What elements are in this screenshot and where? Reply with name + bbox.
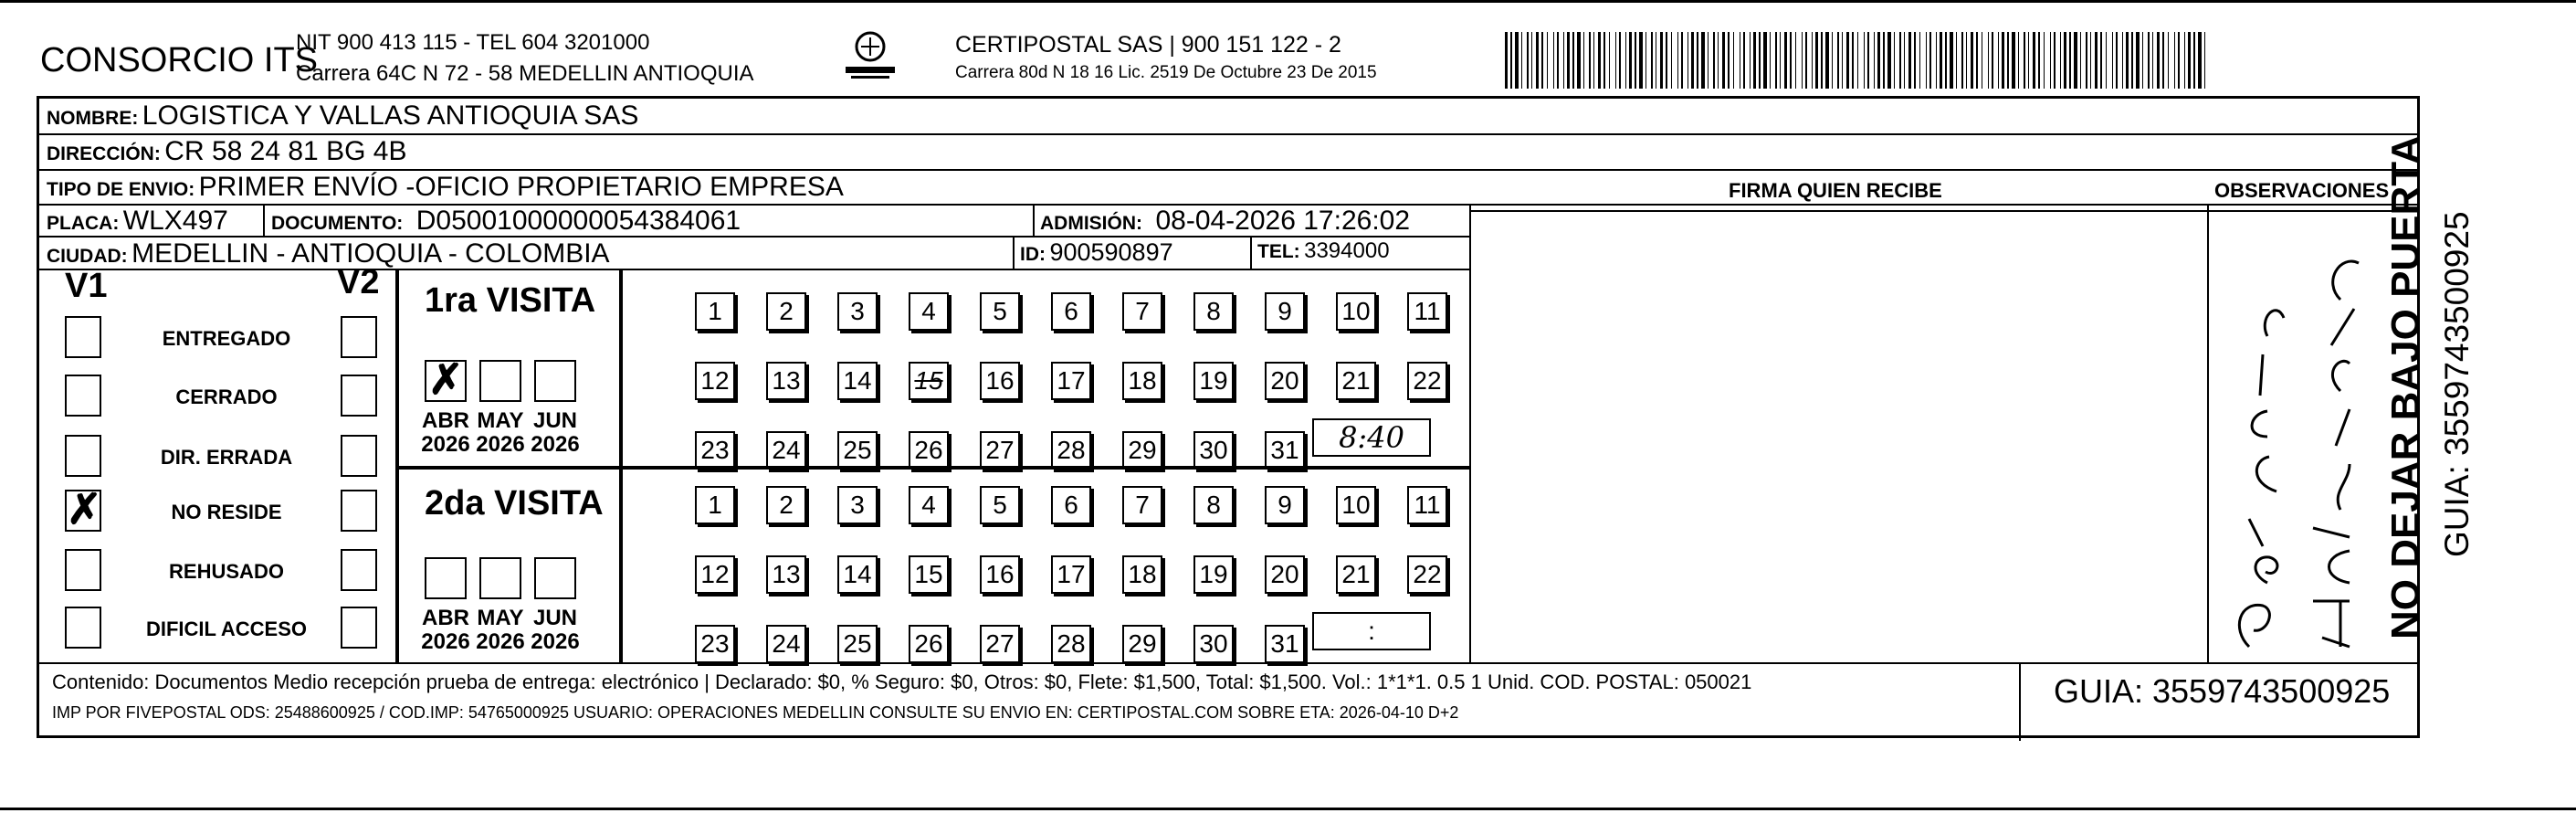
v1-checkbox	[65, 549, 101, 591]
visit2-day: 2	[766, 486, 806, 524]
barcode-bar	[2100, 32, 2102, 89]
barcode-bar	[2012, 32, 2015, 89]
visit2-month-box	[425, 557, 467, 599]
barcode-bar	[1635, 32, 1636, 89]
barcode-bar	[2090, 32, 2091, 89]
barcode-bar	[2038, 32, 2040, 89]
barcode-bar	[1598, 32, 1601, 89]
barcode-bar	[1567, 32, 1570, 89]
company-name: CONSORCIO ITS	[40, 41, 319, 79]
visit2-day: 11	[1407, 486, 1447, 524]
barcode-bar	[1867, 32, 1869, 89]
v1-checkbox	[65, 607, 101, 649]
barcode-bar	[1527, 32, 1529, 89]
visit1-day: 1	[695, 292, 735, 331]
check-mark: ✗	[67, 485, 102, 533]
option-label: CERRADO	[175, 385, 278, 408]
visit2-day: 15	[909, 555, 949, 594]
footer-print-info: IMP POR FIVEPOSTAL ODS: 25488600925 / COD.IMP: 54765000925 USUARIO: OPERACIONES MEDELLIN CONSULTE SU ENVIO EN: CERTIPOSTAL.COM SOBRE ETA: 2026-04-10 D+2	[52, 703, 1459, 722]
barcode-bar	[1926, 32, 1927, 89]
v1-label: V1	[65, 267, 108, 305]
visit2-day: 18	[1122, 555, 1162, 594]
barcode-bar	[1966, 32, 1967, 89]
visit2-day: 26	[909, 625, 949, 663]
barcode-bar	[1753, 32, 1756, 89]
barcode-bar	[1722, 32, 1725, 89]
barcode-bar	[1572, 32, 1574, 89]
barcode-bar	[1603, 32, 1605, 89]
visit1-month-box	[534, 360, 576, 402]
barcode-bar	[1908, 32, 1911, 89]
barcode-bar	[1857, 32, 1858, 89]
visit1-day: 16	[980, 362, 1020, 400]
visit2-day: 21	[1336, 555, 1376, 594]
visit2-day: 12	[695, 555, 735, 594]
visit2-month-label: JUN 2026	[531, 606, 580, 654]
tel-value: 3394000	[1304, 238, 1390, 263]
barcode-bar	[1904, 32, 1905, 89]
visit1-month-box	[425, 355, 467, 403]
barcode-bar	[1805, 32, 1807, 89]
tipo-row	[47, 172, 844, 203]
visit2-day: 9	[1265, 486, 1305, 524]
visit2-day: 22	[1407, 555, 1447, 594]
visit2-day: 3	[837, 486, 878, 524]
visit1-day: 23	[695, 431, 735, 470]
visit2-day: 28	[1051, 625, 1091, 663]
barcode-bar	[2126, 32, 2129, 89]
col-divider	[263, 204, 265, 237]
visit2-day: 14	[837, 555, 878, 594]
barcode-bar	[1671, 32, 1672, 89]
barcode-bar	[1770, 32, 1771, 89]
barcode-bar	[1691, 32, 1694, 89]
delivery-form	[37, 96, 2420, 738]
ciudad-row	[47, 238, 610, 269]
barcode-bar	[1728, 32, 1730, 89]
barcode-bar	[1852, 32, 1854, 89]
visit2-month-box	[534, 557, 576, 599]
barcode-bar	[1619, 32, 1621, 89]
option-label: NO RESIDE	[171, 501, 282, 523]
barcode-bar	[1536, 32, 1539, 89]
visit1-day: 6	[1051, 292, 1091, 331]
visit1-day: 19	[1193, 362, 1234, 400]
nombre-label: NOMBRE:	[47, 108, 139, 129]
visit2-day: 24	[766, 625, 806, 663]
documento-row	[271, 206, 741, 237]
barcode-bar	[1894, 32, 1895, 89]
barcode-bar	[2122, 32, 2123, 89]
barcode-bar	[1589, 32, 1591, 89]
barcode-bar	[1950, 32, 1953, 89]
visit2-day: 13	[766, 555, 806, 594]
visit2-day: 1	[695, 486, 735, 524]
visit2-day: 25	[837, 625, 878, 663]
barcode-bar	[2106, 32, 2107, 89]
visit1-time	[1312, 418, 1431, 457]
visit1-day: 22	[1407, 362, 1447, 400]
top-rule	[0, 0, 2576, 3]
barcode-bar	[2069, 32, 2071, 89]
visit1-day: 30	[1193, 431, 1234, 470]
visit2-month-box	[479, 557, 521, 599]
barcode-bar	[2074, 32, 2077, 89]
visit2-day: 20	[1265, 555, 1305, 594]
barcode-bar	[1651, 32, 1653, 89]
barcode-bar	[1750, 32, 1751, 89]
visit1-day: 28	[1051, 431, 1091, 470]
barcode-bar	[2162, 32, 2164, 89]
barcode-bar	[1733, 32, 1734, 89]
barcode-bar	[1666, 32, 1667, 89]
barcode-bar	[2136, 32, 2140, 89]
barcode-bar	[1625, 32, 1626, 89]
direccion-row	[47, 136, 406, 167]
visit1-day: 24	[766, 431, 806, 470]
visit1-day: 11	[1407, 292, 1447, 331]
company-nit: NIT 900 413 115 - TEL 604 3201000	[296, 30, 650, 55]
v2-checkbox	[341, 490, 377, 532]
visit2-day: 8	[1193, 486, 1234, 524]
barcode-bar	[1510, 32, 1512, 89]
ciudad-label: CIUDAD:	[47, 246, 128, 267]
barcode-bar	[1775, 32, 1777, 89]
barcode-bar	[1899, 32, 1901, 89]
barcode-bar	[1837, 32, 1839, 89]
barcode-bar	[2095, 32, 2098, 89]
barcode-bar	[1790, 32, 1792, 89]
barcode-bar	[1956, 32, 1957, 89]
certipostal-logo	[838, 28, 902, 83]
barcode-bar	[2033, 32, 2035, 89]
option-label: ENTREGADO	[162, 327, 291, 350]
visit1-month-label: JUN 2026	[531, 408, 580, 457]
barcode-bar	[1874, 32, 1875, 89]
visit1-day: 3	[837, 292, 878, 331]
v2-checkbox	[341, 607, 377, 649]
visit2-day: 30	[1193, 625, 1234, 663]
barcode-bar	[1812, 32, 1813, 89]
v1-checkbox	[65, 485, 102, 533]
barcode-bar	[2024, 32, 2025, 89]
visit2-time-value: :	[1368, 617, 1375, 645]
visit1-day: 31	[1265, 431, 1305, 470]
visit1-day: 29	[1122, 431, 1162, 470]
visit1-day: 18	[1122, 362, 1162, 400]
barcode-bar	[2174, 32, 2175, 89]
visit2-day: 16	[980, 555, 1020, 594]
visit2-day: 19	[1193, 555, 1234, 594]
visit1-day: 25	[837, 431, 878, 470]
barcode-bar	[1945, 32, 1947, 89]
barcode-bar	[2116, 32, 2118, 89]
barcode-bar	[2044, 32, 2045, 89]
v2-checkbox	[341, 435, 377, 477]
visit1-day: 9	[1265, 292, 1305, 331]
barcode-bar	[1795, 32, 1796, 89]
visit2-day: 6	[1051, 486, 1091, 524]
placa-row	[47, 206, 228, 237]
visit1-day: 17	[1051, 362, 1091, 400]
barcode-bar	[1563, 32, 1564, 89]
visit1-month-label: ABR 2026	[421, 408, 470, 457]
visit1-month-box	[479, 360, 521, 402]
barcode-bar	[1708, 32, 1709, 89]
footer-contents: Contenido: Documentos Medio recepción prueba de entrega: electrónico | Declarado: $0, % Seguro: $0, Otros: $0, Flete: $1,500, Total: $1,500. Vol.: 1*1*1. 0.5 1 Unid. COD. POSTAL: 050021	[52, 670, 1752, 693]
barcode-bar	[1639, 32, 1643, 89]
admision-row	[1040, 206, 1410, 237]
barcode-bar	[1864, 32, 1865, 89]
barcode-bar	[2198, 32, 2202, 89]
admision-value: 08-04-2026 17:26:02	[1155, 206, 1411, 236]
side-guia: GUIA: 3559743500925	[2438, 211, 2476, 557]
id-value: 900590897	[1049, 238, 1173, 266]
row-divider	[1469, 210, 2417, 212]
documento-label: DOCUMENTO:	[271, 213, 404, 234]
row-divider	[39, 133, 2417, 135]
visit2-day: 23	[695, 625, 735, 663]
visit1-day: 27	[980, 431, 1020, 470]
firma-label: FIRMA QUIEN RECIBE	[1729, 179, 1942, 202]
barcode-bar	[1701, 32, 1705, 89]
visit1-title: 1ra VISITA	[425, 281, 596, 320]
company-address: Carrera 64C N 72 - 58 MEDELLIN ANTIOQUIA	[296, 61, 754, 86]
guia-number: GUIA: 3559743500925	[2054, 672, 2391, 710]
barcode-bar	[2204, 32, 2205, 89]
barcode-bar	[1697, 32, 1698, 89]
barcode-bar	[2157, 32, 2160, 89]
placa-label: PLACA:	[47, 213, 120, 234]
barcode-bar	[1583, 32, 1584, 89]
barcode-bar	[1929, 32, 1931, 89]
barcode-bar	[1940, 32, 1942, 89]
col-divider	[1250, 236, 1252, 269]
barcode-bar	[2064, 32, 2066, 89]
row-divider	[39, 169, 2417, 171]
barcode-bar	[1615, 32, 1616, 89]
visit2-time	[1312, 612, 1431, 650]
barcode-bar	[1681, 32, 1683, 89]
visit2-day: 5	[980, 486, 1020, 524]
barcode-bar	[1846, 32, 1849, 89]
v1-checkbox	[65, 316, 101, 358]
barcode	[1505, 32, 2208, 89]
barcode-bar	[1521, 32, 1522, 89]
admision-label: ADMISIÓN:	[1040, 213, 1142, 234]
barcode-bar	[2148, 32, 2150, 89]
visit1-month-label: MAY 2026	[476, 408, 525, 457]
header	[16, 14, 2391, 98]
barcode-bar	[1743, 32, 1745, 89]
barcode-bar	[2184, 32, 2185, 89]
visit1-day: 8	[1193, 292, 1234, 331]
tel-label: TEL:	[1257, 241, 1300, 262]
barcode-bar	[1645, 32, 1646, 89]
barcode-bar	[1784, 32, 1787, 89]
barcode-bar	[1677, 32, 1678, 89]
barcode-bar	[1660, 32, 1663, 89]
barcode-bar	[2050, 32, 2051, 89]
visit1-day: 20	[1265, 362, 1305, 400]
barcode-bar	[2193, 32, 2195, 89]
visit2-day: 7	[1122, 486, 1162, 524]
barcode-bar	[1976, 32, 1978, 89]
barcode-bar	[1832, 32, 1833, 89]
documento-value: D05001000000054384061	[415, 206, 741, 236]
barcode-bar	[1780, 32, 1781, 89]
check-mark: ✗	[428, 355, 464, 403]
barcode-bar	[1961, 32, 1963, 89]
v1-checkbox	[65, 435, 101, 477]
option-label: DIFICIL ACCESO	[145, 618, 307, 640]
barcode-bar	[2054, 32, 2056, 89]
side-warning: NO DEJAR BAJO PUERTA	[2383, 135, 2428, 639]
barcode-bar	[1936, 32, 1937, 89]
barcode-bar	[1718, 32, 1719, 89]
barcode-bar	[1609, 32, 1610, 89]
visit2-day: 27	[980, 625, 1020, 663]
visit1-day: 21	[1336, 362, 1376, 400]
direccion-value: CR 58 24 81 BG 4B	[164, 136, 407, 166]
barcode-bar	[1713, 32, 1715, 89]
visit1-time-value: 8:40	[1339, 420, 1404, 455]
id-label: ID:	[1020, 244, 1046, 265]
barcode-bar	[1577, 32, 1581, 89]
visit1-day: 15	[909, 362, 949, 400]
visit2-month-label: MAY 2026	[476, 606, 525, 654]
barcode-bar	[1914, 32, 1916, 89]
v2-checkbox	[341, 549, 377, 591]
barcode-bar	[1557, 32, 1559, 89]
barcode-bar	[2178, 32, 2180, 89]
visit1-day: 10	[1336, 292, 1376, 331]
visit1-day: 13	[766, 362, 806, 400]
barcode-bar	[1919, 32, 1920, 89]
barcode-bar	[1998, 32, 1999, 89]
tipo-label: TIPO DE ENVIO:	[47, 179, 195, 200]
barcode-bar	[1971, 32, 1973, 89]
barcode-bar	[2168, 32, 2169, 89]
visit2-day: 29	[1122, 625, 1162, 663]
barcode-bar	[1883, 32, 1885, 89]
barcode-bar	[2152, 32, 2153, 89]
barcode-bar	[1547, 32, 1548, 89]
id-row	[1020, 238, 1173, 267]
barcode-bar	[1763, 32, 1767, 89]
barcode-bar	[1802, 32, 1803, 89]
visit1-day: 14	[837, 362, 878, 400]
barcode-bar	[1842, 32, 1843, 89]
certipostal-license: Carrera 80d N 18 16 Lic. 2519 De Octubre 23 De 2015	[955, 63, 1377, 82]
barcode-bar	[2060, 32, 2061, 89]
v2-label: V2	[337, 263, 380, 301]
barcode-bar	[2028, 32, 2029, 89]
tel-row	[1257, 238, 1390, 264]
barcode-bar	[1887, 32, 1891, 89]
direccion-label: DIRECCIÓN:	[47, 143, 161, 164]
visit1-day: 26	[909, 431, 949, 470]
barcode-bar	[1531, 32, 1532, 89]
barcode-bar	[2018, 32, 2019, 89]
barcode-bar	[2002, 32, 2004, 89]
bottom-rule	[0, 808, 2576, 810]
barcode-bar	[1877, 32, 1880, 89]
barcode-bar	[1553, 32, 1554, 89]
barcode-bar	[2188, 32, 2191, 89]
visit2-month-label: ABR 2026	[421, 606, 470, 654]
v2-checkbox	[341, 316, 377, 358]
barcode-bar	[1759, 32, 1761, 89]
nombre-row	[47, 100, 638, 132]
barcode-bar	[2086, 32, 2087, 89]
visit2-title: 2da VISITA	[425, 484, 604, 523]
col-divider	[1013, 236, 1015, 269]
barcode-bar	[2112, 32, 2113, 89]
col-divider	[2019, 662, 2021, 741]
barcode-bar	[2007, 32, 2009, 89]
v2-checkbox	[341, 375, 377, 417]
v1-checkbox	[65, 375, 101, 417]
visit2-day: 10	[1336, 486, 1376, 524]
barcode-bar	[1821, 32, 1823, 89]
certipostal-name: CERTIPOSTAL SAS | 900 151 122 - 2	[955, 32, 1341, 58]
col-divider	[1033, 204, 1035, 237]
ciudad-value: MEDELLIN - ANTIOQUIA - COLOMBIA	[131, 238, 610, 269]
barcode-bar	[2142, 32, 2143, 89]
visit1-day: 7	[1122, 292, 1162, 331]
barcode-bar	[1505, 32, 1508, 89]
barcode-bar	[1825, 32, 1829, 89]
barcode-bar	[2080, 32, 2081, 89]
visit1-day: 4	[909, 292, 949, 331]
barcode-bar	[1629, 32, 1632, 89]
barcode-bar	[1992, 32, 1993, 89]
barcode-bar	[1988, 32, 1989, 89]
barcode-bar	[1541, 32, 1543, 89]
barcode-bar	[1593, 32, 1594, 89]
visit1-day: 2	[766, 292, 806, 331]
barcode-bar	[1815, 32, 1818, 89]
col-divider	[1469, 204, 1471, 663]
visit1-day: 12	[695, 362, 735, 400]
option-label: DIR. ERRADA	[160, 446, 293, 469]
handwritten-observation	[2213, 217, 2395, 656]
option-label: REHUSADO	[169, 560, 284, 583]
tipo-value: PRIMER ENVÍO -OFICIO PROPIETARIO EMPRESA	[198, 172, 844, 202]
visit1-day: 5	[980, 292, 1020, 331]
barcode-bar	[2131, 32, 2133, 89]
visit2-day: 17	[1051, 555, 1091, 594]
nombre-value: LOGISTICA Y VALLAS ANTIOQUIA SAS	[142, 100, 639, 131]
observaciones-label: OBSERVACIONES	[2214, 179, 2390, 202]
placa-value: WLX497	[122, 206, 228, 236]
barcode-bar	[1515, 32, 1519, 89]
visit2-day: 4	[909, 486, 949, 524]
col-divider	[2207, 204, 2209, 663]
visit2-day: 31	[1265, 625, 1305, 663]
